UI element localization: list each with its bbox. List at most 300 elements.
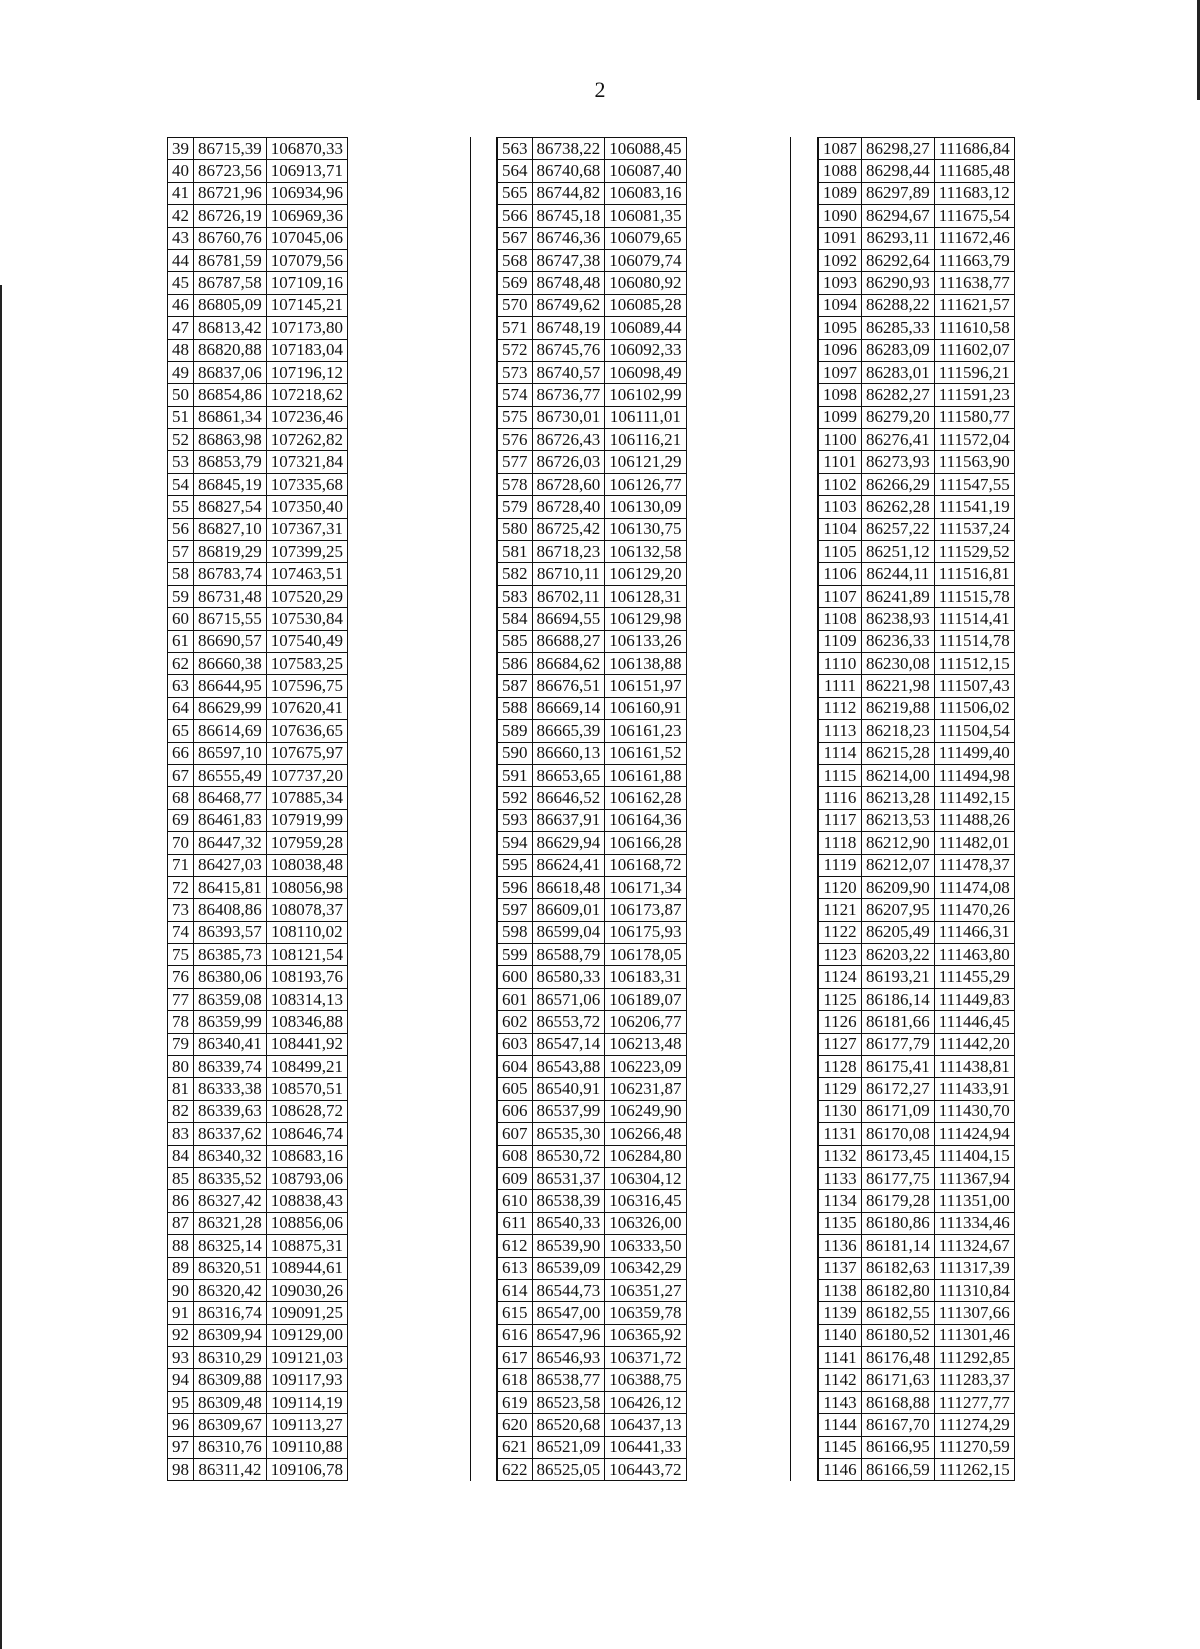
point-number-cell: 1099 [819,406,862,428]
table-row [168,944,348,966]
point-number-cell: 1112 [819,697,862,719]
table-row [819,787,1015,809]
point-number-cell: 603 [498,1033,533,1055]
x-coordinate-cell: 86327,42 [194,1190,267,1212]
table-row [168,182,348,204]
y-coordinate-cell: 111292,85 [934,1347,1014,1369]
point-number-cell: 580 [498,518,533,540]
point-number-cell: 43 [168,227,194,249]
point-number-cell: 70 [168,832,194,854]
table-row [498,384,687,406]
table-row [498,317,687,339]
table-row [168,563,348,585]
table-row [819,205,1015,227]
x-coordinate-cell: 86723,56 [194,160,267,182]
point-number-cell: 72 [168,876,194,898]
x-coordinate-cell: 86168,88 [862,1391,935,1413]
x-coordinate-cell: 86214,00 [862,764,935,786]
y-coordinate-cell: 108838,43 [266,1190,347,1212]
table-row [498,361,687,383]
y-coordinate-cell: 111507,43 [934,675,1014,697]
y-coordinate-cell: 111610,58 [934,317,1014,339]
point-number-cell: 98 [168,1459,194,1481]
point-number-cell: 94 [168,1369,194,1391]
coordinate-table-1 [167,137,348,1481]
y-coordinate-cell: 106359,78 [605,1302,686,1324]
x-coordinate-cell: 86702,11 [532,585,605,607]
y-coordinate-cell: 106173,87 [605,899,686,921]
point-number-cell: 50 [168,384,194,406]
table-row [498,1011,687,1033]
x-coordinate-cell: 86182,55 [862,1302,935,1324]
table-row [498,1033,687,1055]
table-row [819,742,1015,764]
x-coordinate-cell: 86167,70 [862,1414,935,1436]
point-number-cell: 77 [168,988,194,1010]
table-row [168,1190,348,1212]
point-number-cell: 1107 [819,585,862,607]
y-coordinate-cell: 108875,31 [266,1235,347,1257]
point-number-cell: 1110 [819,652,862,674]
table-row [498,585,687,607]
y-coordinate-cell: 111672,46 [934,227,1014,249]
table-row [819,1235,1015,1257]
x-coordinate-cell: 86293,11 [862,227,935,249]
table-row [168,1167,348,1189]
point-number-cell: 74 [168,921,194,943]
x-coordinate-cell: 86221,98 [862,675,935,697]
x-coordinate-cell: 86359,08 [194,988,267,1010]
table-row [498,563,687,585]
y-coordinate-cell: 106130,09 [605,496,686,518]
point-number-cell: 591 [498,764,533,786]
x-coordinate-cell: 86309,94 [194,1324,267,1346]
point-number-cell: 1116 [819,787,862,809]
point-number-cell: 1134 [819,1190,862,1212]
x-coordinate-cell: 86853,79 [194,451,267,473]
point-number-cell: 593 [498,809,533,831]
point-number-cell: 51 [168,406,194,428]
table-row [168,720,348,742]
y-coordinate-cell: 111307,66 [934,1302,1014,1324]
y-coordinate-cell: 107919,99 [266,809,347,831]
point-number-cell: 1120 [819,876,862,898]
table-row [498,1369,687,1391]
point-number-cell: 1103 [819,496,862,518]
x-coordinate-cell: 86380,06 [194,966,267,988]
table-row [498,160,687,182]
y-coordinate-cell: 106969,36 [266,205,347,227]
coordinate-table-2 [497,137,687,1481]
x-coordinate-cell: 86537,99 [532,1100,605,1122]
table-row [819,384,1015,406]
table-row [168,518,348,540]
y-coordinate-cell: 107463,51 [266,563,347,585]
y-coordinate-cell: 106160,91 [605,697,686,719]
x-coordinate-cell: 86637,91 [532,809,605,831]
table-row [819,1212,1015,1234]
point-number-cell: 65 [168,720,194,742]
point-number-cell: 71 [168,854,194,876]
table-row [168,1436,348,1458]
x-coordinate-cell: 86726,43 [532,429,605,451]
table-row [498,787,687,809]
table-row [498,1056,687,1078]
y-coordinate-cell: 107045,06 [266,227,347,249]
y-coordinate-cell: 106079,74 [605,249,686,271]
x-coordinate-cell: 86553,72 [532,1011,605,1033]
point-number-cell: 1141 [819,1347,862,1369]
x-coordinate-cell: 86276,41 [862,429,935,451]
y-coordinate-cell: 106441,33 [605,1436,686,1458]
point-number-cell: 595 [498,854,533,876]
table-row [498,182,687,204]
point-number-cell: 602 [498,1011,533,1033]
y-coordinate-cell: 111404,15 [934,1145,1014,1167]
point-number-cell: 47 [168,317,194,339]
x-coordinate-cell: 86718,23 [532,541,605,563]
coordinate-table-3 [818,137,1015,1481]
y-coordinate-cell: 111621,57 [934,294,1014,316]
x-coordinate-cell: 86179,28 [862,1190,935,1212]
table-row [498,832,687,854]
x-coordinate-cell: 86213,28 [862,787,935,809]
x-coordinate-cell: 86213,53 [862,809,935,831]
x-coordinate-cell: 86170,08 [862,1123,935,1145]
y-coordinate-cell: 109106,78 [266,1459,347,1481]
x-coordinate-cell: 86813,42 [194,317,267,339]
table-row [498,1078,687,1100]
point-number-cell: 93 [168,1347,194,1369]
y-coordinate-cell: 107530,84 [266,608,347,630]
point-number-cell: 584 [498,608,533,630]
point-number-cell: 59 [168,585,194,607]
y-coordinate-cell: 111424,94 [934,1123,1014,1145]
y-coordinate-cell: 111541,19 [934,496,1014,518]
point-number-cell: 1132 [819,1145,862,1167]
point-number-cell: 61 [168,630,194,652]
x-coordinate-cell: 86535,30 [532,1123,605,1145]
y-coordinate-cell: 111591,23 [934,384,1014,406]
point-number-cell: 73 [168,899,194,921]
y-coordinate-cell: 106342,29 [605,1257,686,1279]
point-number-cell: 586 [498,652,533,674]
point-number-cell: 48 [168,339,194,361]
x-coordinate-cell: 86861,34 [194,406,267,428]
x-coordinate-cell: 86571,06 [532,988,605,1010]
y-coordinate-cell: 111351,00 [934,1190,1014,1212]
y-coordinate-cell: 106365,92 [605,1324,686,1346]
table-row [819,294,1015,316]
point-number-cell: 60 [168,608,194,630]
x-coordinate-cell: 86297,89 [862,182,935,204]
point-number-cell: 96 [168,1414,194,1436]
x-coordinate-cell: 86539,90 [532,1235,605,1257]
y-coordinate-cell: 109117,93 [266,1369,347,1391]
table-row [168,1011,348,1033]
x-coordinate-cell: 86309,67 [194,1414,267,1436]
point-number-cell: 592 [498,787,533,809]
y-coordinate-cell: 109129,00 [266,1324,347,1346]
x-coordinate-cell: 86408,86 [194,899,267,921]
y-coordinate-cell: 106092,33 [605,339,686,361]
x-coordinate-cell: 86660,13 [532,742,605,764]
table-row [819,138,1015,160]
y-coordinate-cell: 106133,26 [605,630,686,652]
point-number-cell: 604 [498,1056,533,1078]
y-coordinate-cell: 111547,55 [934,473,1014,495]
x-coordinate-cell: 86177,79 [862,1033,935,1055]
x-coordinate-cell: 86624,41 [532,854,605,876]
point-number-cell: 1109 [819,630,862,652]
point-number-cell: 78 [168,1011,194,1033]
point-number-cell: 567 [498,227,533,249]
y-coordinate-cell: 111442,20 [934,1033,1014,1055]
y-coordinate-cell: 106085,28 [605,294,686,316]
point-number-cell: 54 [168,473,194,495]
x-coordinate-cell: 86544,73 [532,1279,605,1301]
x-coordinate-cell: 86555,49 [194,764,267,786]
y-coordinate-cell: 111482,01 [934,832,1014,854]
point-number-cell: 1145 [819,1436,862,1458]
table-row [168,406,348,428]
y-coordinate-cell: 108441,92 [266,1033,347,1055]
y-coordinate-cell: 106249,90 [605,1100,686,1122]
x-coordinate-cell: 86805,09 [194,294,267,316]
y-coordinate-cell: 108121,54 [266,944,347,966]
x-coordinate-cell: 86676,51 [532,675,605,697]
x-coordinate-cell: 86715,55 [194,608,267,630]
y-coordinate-cell: 111516,81 [934,563,1014,585]
table-row [498,1167,687,1189]
point-number-cell: 76 [168,966,194,988]
table-row [498,1459,687,1481]
table-row [819,339,1015,361]
point-number-cell: 1124 [819,966,862,988]
point-number-cell: 85 [168,1167,194,1189]
page-number: 2 [594,77,606,102]
point-number-cell: 616 [498,1324,533,1346]
table-row [168,1279,348,1301]
table-row [819,1033,1015,1055]
point-number-cell: 1143 [819,1391,862,1413]
table-row [819,630,1015,652]
y-coordinate-cell: 107583,25 [266,652,347,674]
y-coordinate-cell: 106162,28 [605,787,686,809]
y-coordinate-cell: 111262,15 [934,1459,1014,1481]
y-coordinate-cell: 106128,31 [605,585,686,607]
table-row [498,473,687,495]
x-coordinate-cell: 86547,00 [532,1302,605,1324]
y-coordinate-cell: 109121,03 [266,1347,347,1369]
x-coordinate-cell: 86746,36 [532,227,605,249]
y-coordinate-cell: 111602,07 [934,339,1014,361]
x-coordinate-cell: 86538,39 [532,1190,605,1212]
table-row [819,1347,1015,1369]
table-row [168,138,348,160]
x-coordinate-cell: 86219,88 [862,697,935,719]
y-coordinate-cell: 111470,26 [934,899,1014,921]
x-coordinate-cell: 86530,72 [532,1145,605,1167]
point-number-cell: 40 [168,160,194,182]
point-number-cell: 81 [168,1078,194,1100]
y-coordinate-cell: 111506,02 [934,697,1014,719]
x-coordinate-cell: 86688,27 [532,630,605,652]
table-row [819,697,1015,719]
point-number-cell: 1101 [819,451,862,473]
point-number-cell: 620 [498,1414,533,1436]
x-coordinate-cell: 86290,93 [862,272,935,294]
table-row [498,742,687,764]
y-coordinate-cell: 106151,97 [605,675,686,697]
point-number-cell: 1111 [819,675,862,697]
point-number-cell: 79 [168,1033,194,1055]
table-row [498,988,687,1010]
table-row [168,1414,348,1436]
x-coordinate-cell: 86781,59 [194,249,267,271]
table-row [819,1436,1015,1458]
point-number-cell: 597 [498,899,533,921]
table-row [498,272,687,294]
y-coordinate-cell: 106102,99 [605,384,686,406]
point-number-cell: 55 [168,496,194,518]
y-coordinate-cell: 106171,34 [605,876,686,898]
table-row [168,1324,348,1346]
table-row [168,630,348,652]
y-coordinate-cell: 107321,84 [266,451,347,473]
y-coordinate-cell: 108856,06 [266,1212,347,1234]
y-coordinate-cell: 106426,12 [605,1391,686,1413]
x-coordinate-cell: 86710,11 [532,563,605,585]
x-coordinate-cell: 86193,21 [862,966,935,988]
table-row [168,496,348,518]
table-row [819,675,1015,697]
x-coordinate-cell: 86173,45 [862,1145,935,1167]
y-coordinate-cell: 106266,48 [605,1123,686,1145]
table-row [168,876,348,898]
x-coordinate-cell: 86609,01 [532,899,605,921]
x-coordinate-cell: 86468,77 [194,787,267,809]
x-coordinate-cell: 86316,74 [194,1302,267,1324]
y-coordinate-cell: 108646,74 [266,1123,347,1145]
table-row [168,1302,348,1324]
table-row [498,339,687,361]
x-coordinate-cell: 86744,82 [532,182,605,204]
y-coordinate-cell: 106087,40 [605,160,686,182]
table-row [168,697,348,719]
point-number-cell: 69 [168,809,194,831]
table-row [168,541,348,563]
y-coordinate-cell: 111675,54 [934,205,1014,227]
table-row [498,1436,687,1458]
point-number-cell: 62 [168,652,194,674]
x-coordinate-cell: 86728,40 [532,496,605,518]
x-coordinate-cell: 86629,99 [194,697,267,719]
y-coordinate-cell: 111683,12 [934,182,1014,204]
x-coordinate-cell: 86547,14 [532,1033,605,1055]
point-number-cell: 89 [168,1257,194,1279]
point-number-cell: 571 [498,317,533,339]
x-coordinate-cell: 86309,48 [194,1391,267,1413]
point-number-cell: 75 [168,944,194,966]
y-coordinate-cell: 111499,40 [934,742,1014,764]
y-coordinate-cell: 109030,26 [266,1279,347,1301]
x-coordinate-cell: 86273,93 [862,451,935,473]
point-number-cell: 1095 [819,317,862,339]
x-coordinate-cell: 86820,88 [194,339,267,361]
x-coordinate-cell: 86827,10 [194,518,267,540]
y-coordinate-cell: 108628,72 [266,1100,347,1122]
table-row [819,1459,1015,1481]
x-coordinate-cell: 86728,60 [532,473,605,495]
x-coordinate-cell: 86726,03 [532,451,605,473]
y-coordinate-cell: 109091,25 [266,1302,347,1324]
x-coordinate-cell: 86166,95 [862,1436,935,1458]
x-coordinate-cell: 86745,18 [532,205,605,227]
x-coordinate-cell: 86783,74 [194,563,267,585]
table-row [168,832,348,854]
y-coordinate-cell: 111277,77 [934,1391,1014,1413]
table-row [819,1414,1015,1436]
x-coordinate-cell: 86599,04 [532,921,605,943]
y-coordinate-cell: 111317,39 [934,1257,1014,1279]
point-number-cell: 1139 [819,1302,862,1324]
point-number-cell: 1144 [819,1414,862,1436]
table-row [168,921,348,943]
y-coordinate-cell: 111310,84 [934,1279,1014,1301]
y-coordinate-cell: 107737,20 [266,764,347,786]
y-coordinate-cell: 106934,96 [266,182,347,204]
point-number-cell: 1090 [819,205,862,227]
point-number-cell: 82 [168,1100,194,1122]
table-row [819,1145,1015,1167]
point-number-cell: 601 [498,988,533,1010]
point-number-cell: 614 [498,1279,533,1301]
y-coordinate-cell: 106371,72 [605,1347,686,1369]
x-coordinate-cell: 86665,39 [532,720,605,742]
table-row [819,608,1015,630]
y-coordinate-cell: 106183,31 [605,966,686,988]
x-coordinate-cell: 86298,27 [862,138,935,160]
table-row [819,988,1015,1010]
point-number-cell: 1121 [819,899,862,921]
point-number-cell: 1091 [819,227,862,249]
y-coordinate-cell: 106437,13 [605,1414,686,1436]
table-row [498,1257,687,1279]
y-coordinate-cell: 111301,46 [934,1324,1014,1346]
x-coordinate-cell: 86310,29 [194,1347,267,1369]
point-number-cell: 585 [498,630,533,652]
x-coordinate-cell: 86854,86 [194,384,267,406]
y-coordinate-cell: 111514,41 [934,608,1014,630]
y-coordinate-cell: 106284,80 [605,1145,686,1167]
point-number-cell: 1104 [819,518,862,540]
x-coordinate-cell: 86212,07 [862,854,935,876]
y-coordinate-cell: 106164,36 [605,809,686,831]
point-number-cell: 576 [498,429,533,451]
x-coordinate-cell: 86837,06 [194,361,267,383]
y-coordinate-cell: 106206,77 [605,1011,686,1033]
y-coordinate-cell: 107196,12 [266,361,347,383]
point-number-cell: 565 [498,182,533,204]
table-row [819,518,1015,540]
y-coordinate-cell: 106175,93 [605,921,686,943]
table-row [168,809,348,831]
table-row [498,1391,687,1413]
point-number-cell: 1093 [819,272,862,294]
y-coordinate-cell: 107520,29 [266,585,347,607]
y-coordinate-cell: 106138,88 [605,652,686,674]
